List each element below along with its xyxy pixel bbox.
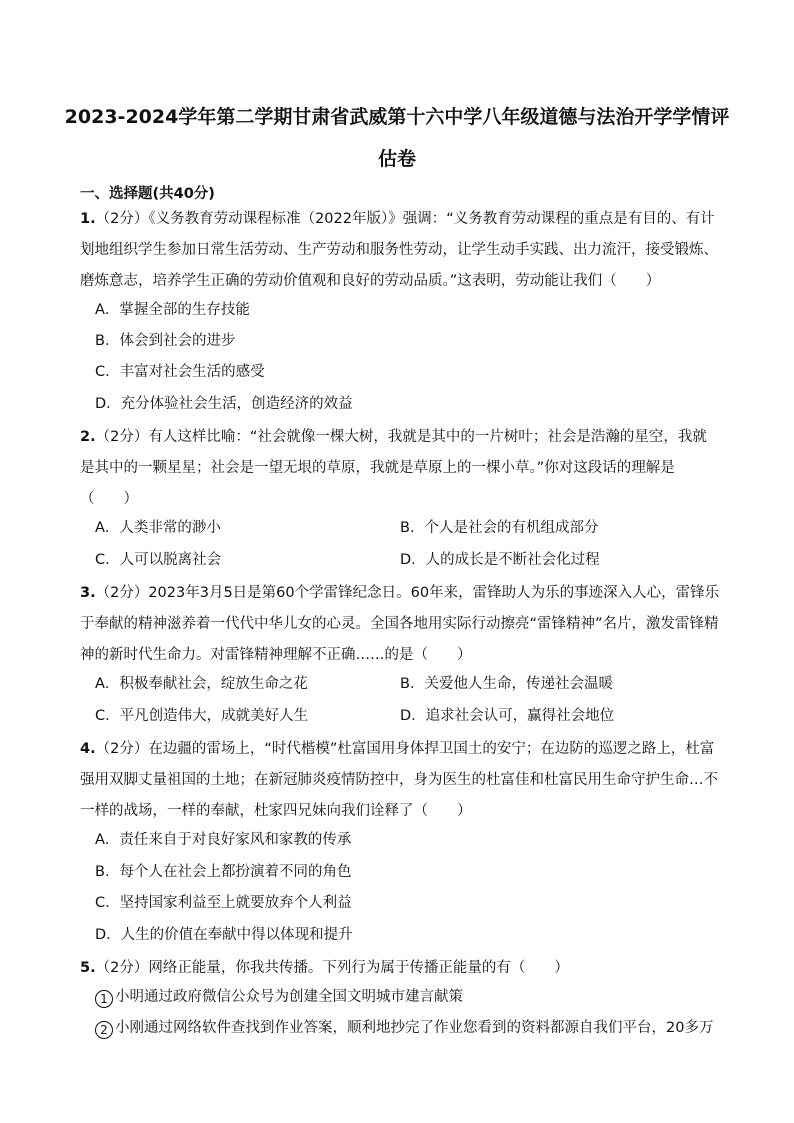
circled-number: 1 (95, 990, 113, 1008)
question-number: 5. (80, 960, 96, 976)
question-number: 4. (80, 741, 96, 757)
question-text: （2分）网络正能量，你我共传播。下列行为属于传播正能量的有（ ） (95, 960, 569, 976)
question-text: （2分）2023年3月5日是第60个学雷锋纪念日。60年来，雷锋助人为乐的事迹深入人心，雷锋乐于奉献的精神滋养着一代代中华儿女的心灵。全国各地用实际行动擦亮“雷锋精神”名片，激发雷锋精神的新时代生命力。对雷锋精神理解不正确……的是（ ） (80, 585, 720, 663)
option-d[interactable]: D．人生的价值在奉献中得以体现和提升 (95, 927, 353, 943)
option-b[interactable]: B．体会到社会的进步 (95, 333, 236, 349)
question-text: （2分）在边疆的雷场上，“时代楷模”杜富国用身体捍卫国土的安宁；在边防的巡逻之路上，杜富强用双脚丈量祖国的土地；在新冠肺炎疫情防控中，身为医生的杜富佳和杜富民用生命守护生命…不一样的战场，一样的奉献，杜家四兄妹向我们诠释了（ ） (80, 741, 718, 819)
option-d[interactable]: D．人的成长是不断社会化过程 (400, 552, 600, 568)
option-d[interactable]: D．追求社会认可，赢得社会地位 (400, 708, 615, 724)
question-5 (80, 953, 720, 984)
statement-text: 小刚通过网络软件查找到作业答案，顺利地抄完了作业您看到的资料都源自我们平台，20多万 (115, 1020, 714, 1036)
option-b[interactable]: B．每个人在社会上都扮演着不同的角色 (95, 864, 352, 880)
option-a[interactable]: A．责任来自于对良好家风和家教的传承 (95, 832, 352, 848)
option-c[interactable]: C．坚持国家利益至上就要放弃个人利益 (95, 895, 352, 911)
question-2 (80, 422, 720, 515)
page-title: 2023-2024学年第二学期甘肃省武威第十六中学八年级道德与法治开学学情评 (64, 106, 730, 128)
option-c[interactable]: C．平凡创造伟大，成就美好人生 (95, 708, 309, 724)
question-number: 2. (80, 429, 96, 445)
option-a[interactable]: A．人类非常的渺小 (95, 520, 221, 536)
section-heading: 一、选择题(共40分) (80, 186, 215, 202)
statement-2 (95, 1018, 713, 1039)
question-4 (80, 734, 720, 827)
statement-text: 小明通过政府微信公众号为创建全国文明城市建言献策 (115, 989, 463, 1005)
option-b[interactable]: B．关爱他人生命，传递社会温暖 (400, 676, 613, 692)
option-d[interactable]: D．充分体验社会生活，创造经济的效益 (95, 396, 353, 412)
option-a[interactable]: A．掌握全部的生存技能 (95, 302, 250, 318)
question-number: 1. (80, 211, 96, 227)
page-title-continued: 估卷 (377, 148, 416, 170)
option-c[interactable]: C．人可以脱离社会 (95, 552, 222, 568)
statement-1 (95, 987, 463, 1008)
question-text: （2分）有人这样比喻：“社会就像一棵大树，我就是其中的一片树叶；社会是浩瀚的星空，我就是其中的一颗星星；社会是一望无垠的草原，我就是草原上的一棵小草。”你对这段话的理解是（ ） (80, 429, 707, 507)
circled-number: 2 (95, 1021, 113, 1039)
question-text: （2分）《义务教育劳动课程标准（2022年版）》强调：“义务教育劳动课程的重点是有目的、有计划地组织学生参加日常生活劳动、生产劳动和服务性劳动，让学生动手实践、出力流汗，接受锻炼、磨炼意志，培养学生正确的劳动价值观和良好的劳动品质。”这表明，劳动能让我们（ ） (80, 211, 718, 289)
option-a[interactable]: A．积极奉献社会，绽放生命之花 (95, 676, 308, 692)
question-1 (80, 204, 720, 297)
question-3 (80, 578, 720, 671)
option-b[interactable]: B．个人是社会的有机组成部分 (400, 520, 599, 536)
question-number: 3. (80, 585, 96, 601)
option-c[interactable]: C．丰富对社会生活的感受 (95, 364, 265, 380)
